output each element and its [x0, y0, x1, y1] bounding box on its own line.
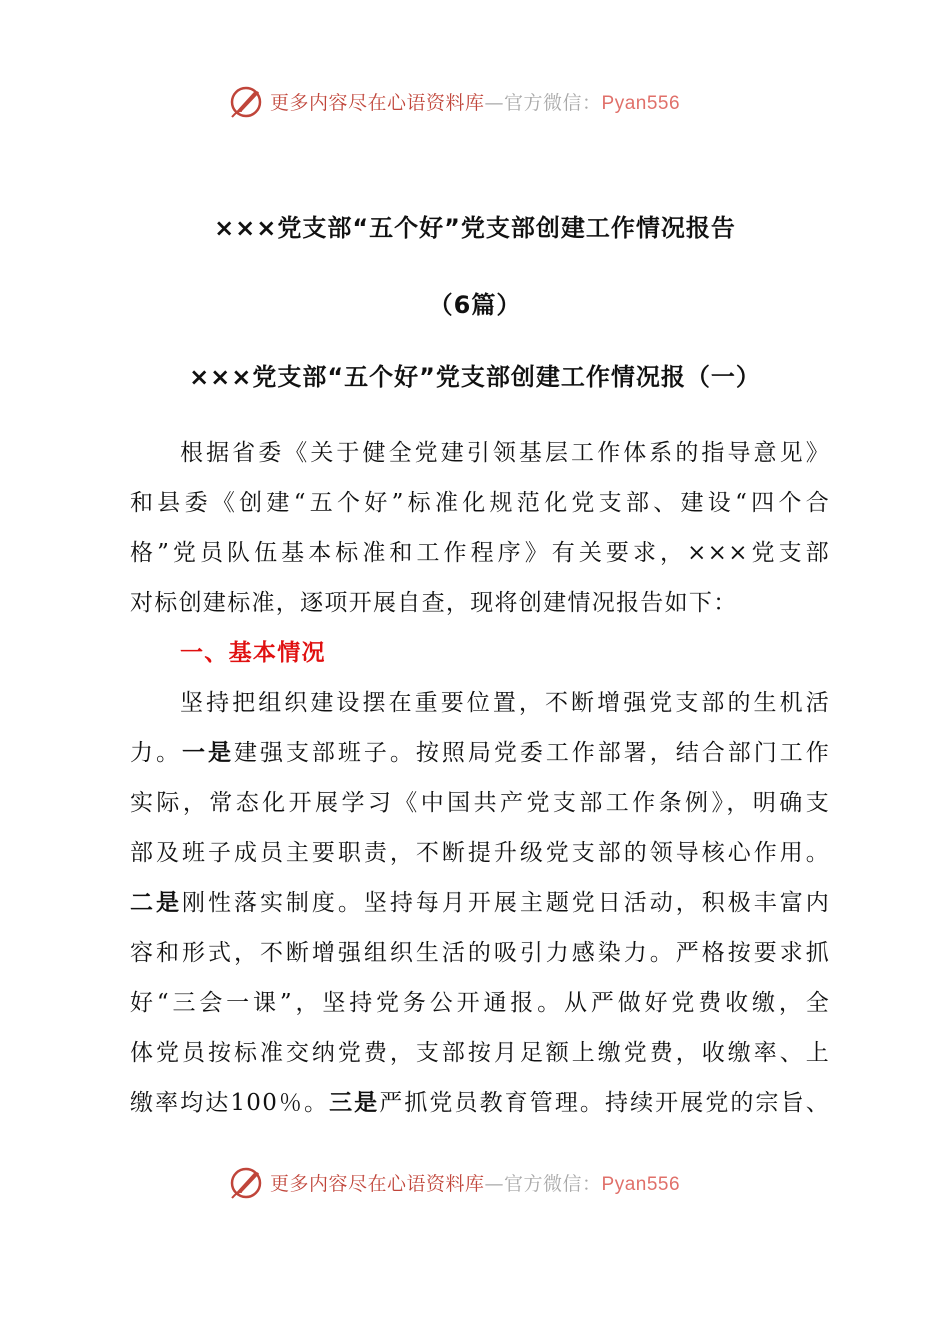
heading-basic-situation: 一、基本情况 [180, 640, 326, 666]
text-line: 体党员按标准交纳党费，支部按月足额上缴党费，收缴率、上 [130, 1040, 830, 1066]
footer-banner-text: 更多内容尽在心语资料库—官方微信：Pyan556 [270, 1173, 681, 1195]
document-title: ×××党支部“五个好”党支部创建工作情况报告 [214, 214, 736, 242]
text-line: 坚持把组织建设摆在重要位置，不断增强党支部的生机活 [180, 690, 830, 716]
text-line: 根据省委《关于健全党建引领基层工作体系的指导意见》 [180, 440, 830, 466]
document-count: （6篇） [428, 291, 522, 319]
section-title: ×××党支部“五个好”党支部创建工作情况报（一） [189, 363, 761, 391]
text-line: 力。一是建强支部班子。按照局党委工作部署，结合部门工作 [130, 740, 830, 766]
header-banner [0, 82, 950, 122]
text-line: 部及班子成员主要职责，不断提升级党支部的领导核心作用。 [130, 840, 830, 866]
text-line: 和县委《创建“五个好”标准化规范化党支部、建设“四个合 [130, 490, 830, 516]
text-line: 好“三会一课”，坚持党务公开通报。从严做好党费收缴，全 [130, 990, 830, 1016]
header-banner-text: 更多内容尽在心语资料库—官方微信：Pyan556 [270, 92, 681, 114]
text-line: 容和形式，不断增强组织生活的吸引力感染力。严格按要求抓 [130, 940, 830, 966]
text-line: 格”党员队伍基本标准和工作程序》有关要求，×××党支部 [130, 540, 830, 566]
quill-seal-logo-icon [228, 1165, 264, 1201]
footer-banner [0, 1163, 950, 1203]
text-line: 二是刚性落实制度。坚持每月开展主题党日活动，积极丰富内 [130, 890, 830, 916]
text-line: 对标创建标准，逐项开展自查，现将创建情况报告如下： [130, 590, 738, 616]
quill-seal-logo-icon [228, 84, 264, 120]
text-line: 缴率均达100％。三是严抓党员教育管理。持续开展党的宗旨、 [130, 1090, 830, 1116]
text-line: 实际，常态化开展学习《中国共产党支部工作条例》，明确支 [130, 790, 830, 816]
